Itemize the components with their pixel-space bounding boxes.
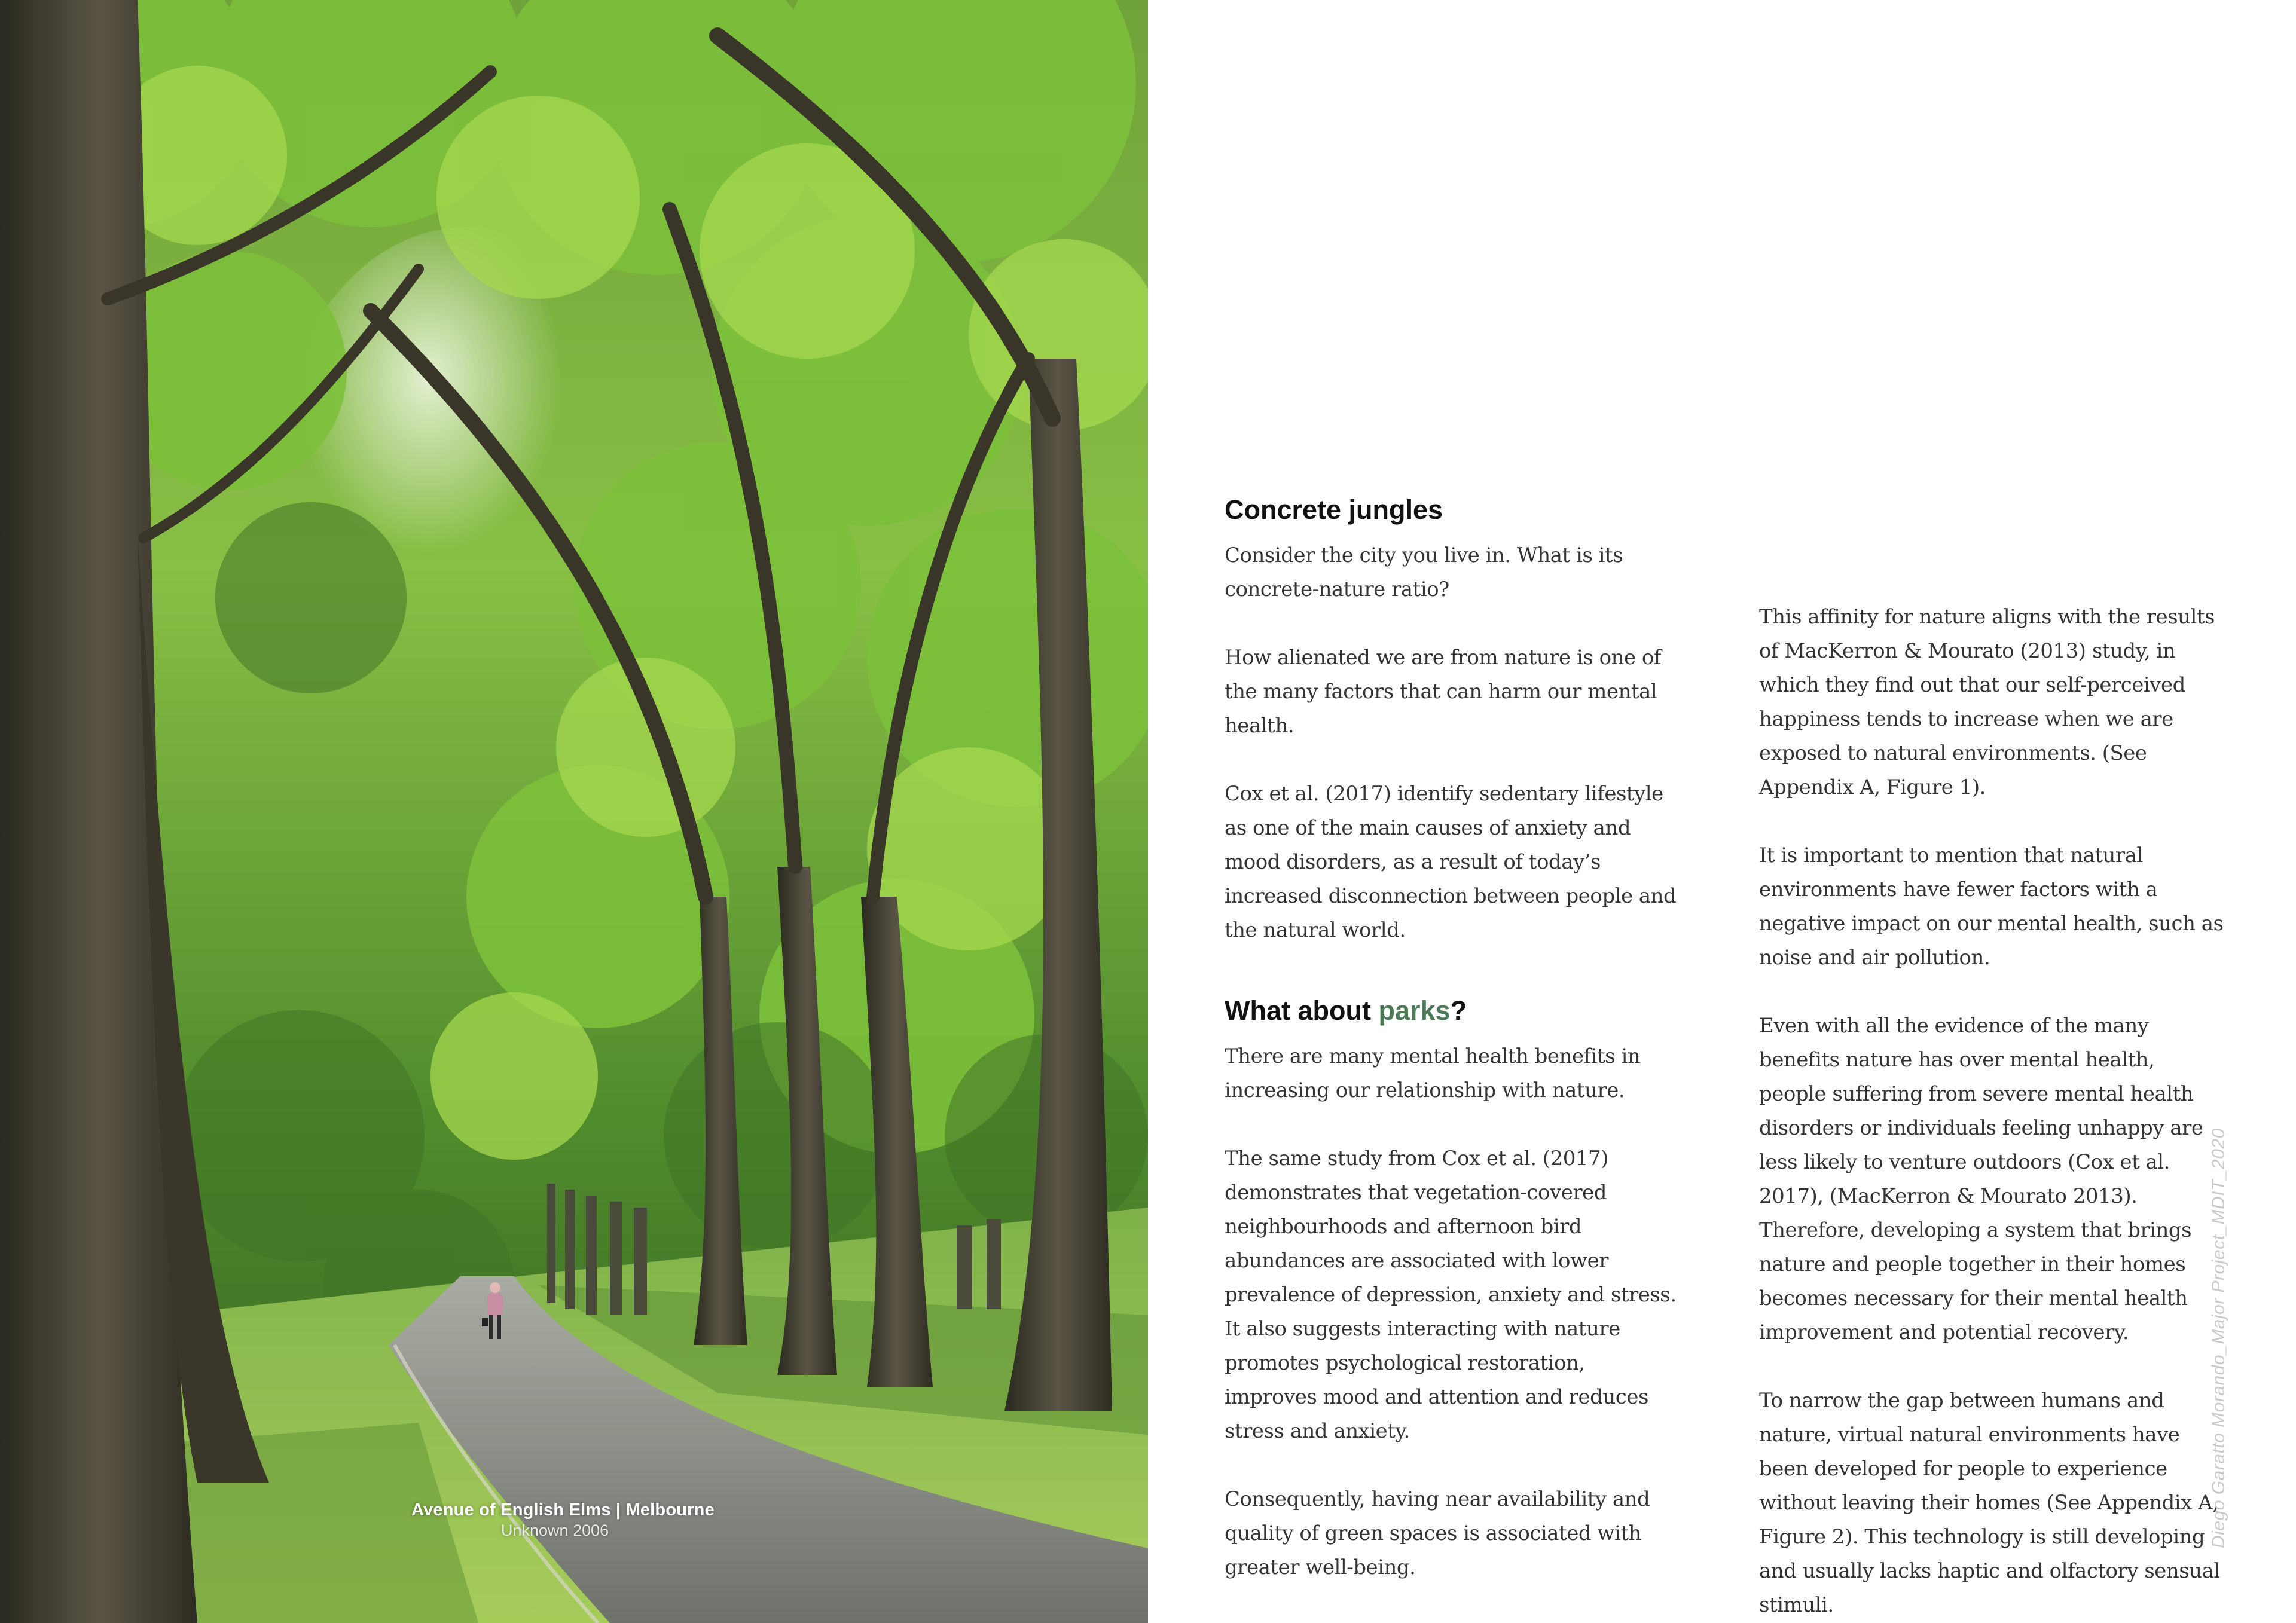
- paragraph: Consequently, having near availability and quality of green spaces is associated with greater well-being.: [1225, 1487, 1650, 1579]
- right-text-column: [1759, 600, 2225, 1622]
- paragraph: There are many mental health benefits in increasing our relationship with nature.: [1225, 1044, 1641, 1102]
- heading-accent-word: parks: [1378, 995, 1451, 1026]
- photo-caption-credit: Unknown 2006: [501, 1521, 609, 1539]
- paragraph: To narrow the gap between humans and nature, virtual natural environments have been developed for people to experience without leaving their homes (See Appendix A, Figure 2). This technology is still developing and usually lacks haptic and olfactory sensual stimuli.: [1759, 1389, 2220, 1617]
- paragraph: This affinity for nature aligns with the results of MacKerron & Mourato (2013) study, in which they find out that our self-perceived happiness tends to increase when we are exposed to natural environments. (See Appendix A, Figure 1).: [1759, 605, 2215, 799]
- paragraph: How alienated we are from nature is one of the many factors that can harm our mental health.: [1225, 646, 1661, 738]
- section-heading-what-about-parks: [1225, 993, 1679, 1029]
- left-text-column: [1225, 492, 1679, 1585]
- paragraph: Even with all the evidence of the many benefits nature has over mental health, people suffering from severe mental health disorders or individuals feeling unhappy are less likely to venture outdoors (Cox et al. 2017), (MacKerron & Mourato 2013). Therefore, developing a system that brings nature and people together in their homes becomes necessary for their mental health improvement and potential recovery.: [1759, 1014, 2203, 1344]
- section-heading-concrete-jungles: Concrete jungles: [1225, 494, 1443, 525]
- paragraph: It is important to mention that natural environments have fewer factors with a negative impact on our mental health, such as noise and air pollution.: [1759, 843, 2224, 970]
- photo-caption: [411, 1500, 715, 1540]
- paragraph: The same study from Cox et al. (2017) demonstrates that vegetation-covered neighbourhoods and afternoon bird abundances are associated with lower prevalence of depression, anxiety and stress. It also suggests interacting with nature promotes psychological restoration, improves mood and attention and reduces stress and anxiety.: [1225, 1147, 1677, 1443]
- paragraph: Cox et al. (2017) identify sedentary lifestyle as one of the main causes of anxiety and mood disorders, as a result of today’s increased disconnection between people and the natural world.: [1225, 782, 1677, 942]
- paragraph: Consider the city you live in. What is its concrete-nature ratio?: [1225, 543, 1623, 601]
- heading-prefix: What about: [1225, 995, 1379, 1026]
- vertical-author-credit: Diego Garatto Morando_Major Project_MDIT_2020: [2209, 1128, 2228, 1548]
- photo-caption-title: Avenue of English Elms | Melbourne: [411, 1500, 715, 1520]
- heading-suffix: ?: [1450, 995, 1467, 1026]
